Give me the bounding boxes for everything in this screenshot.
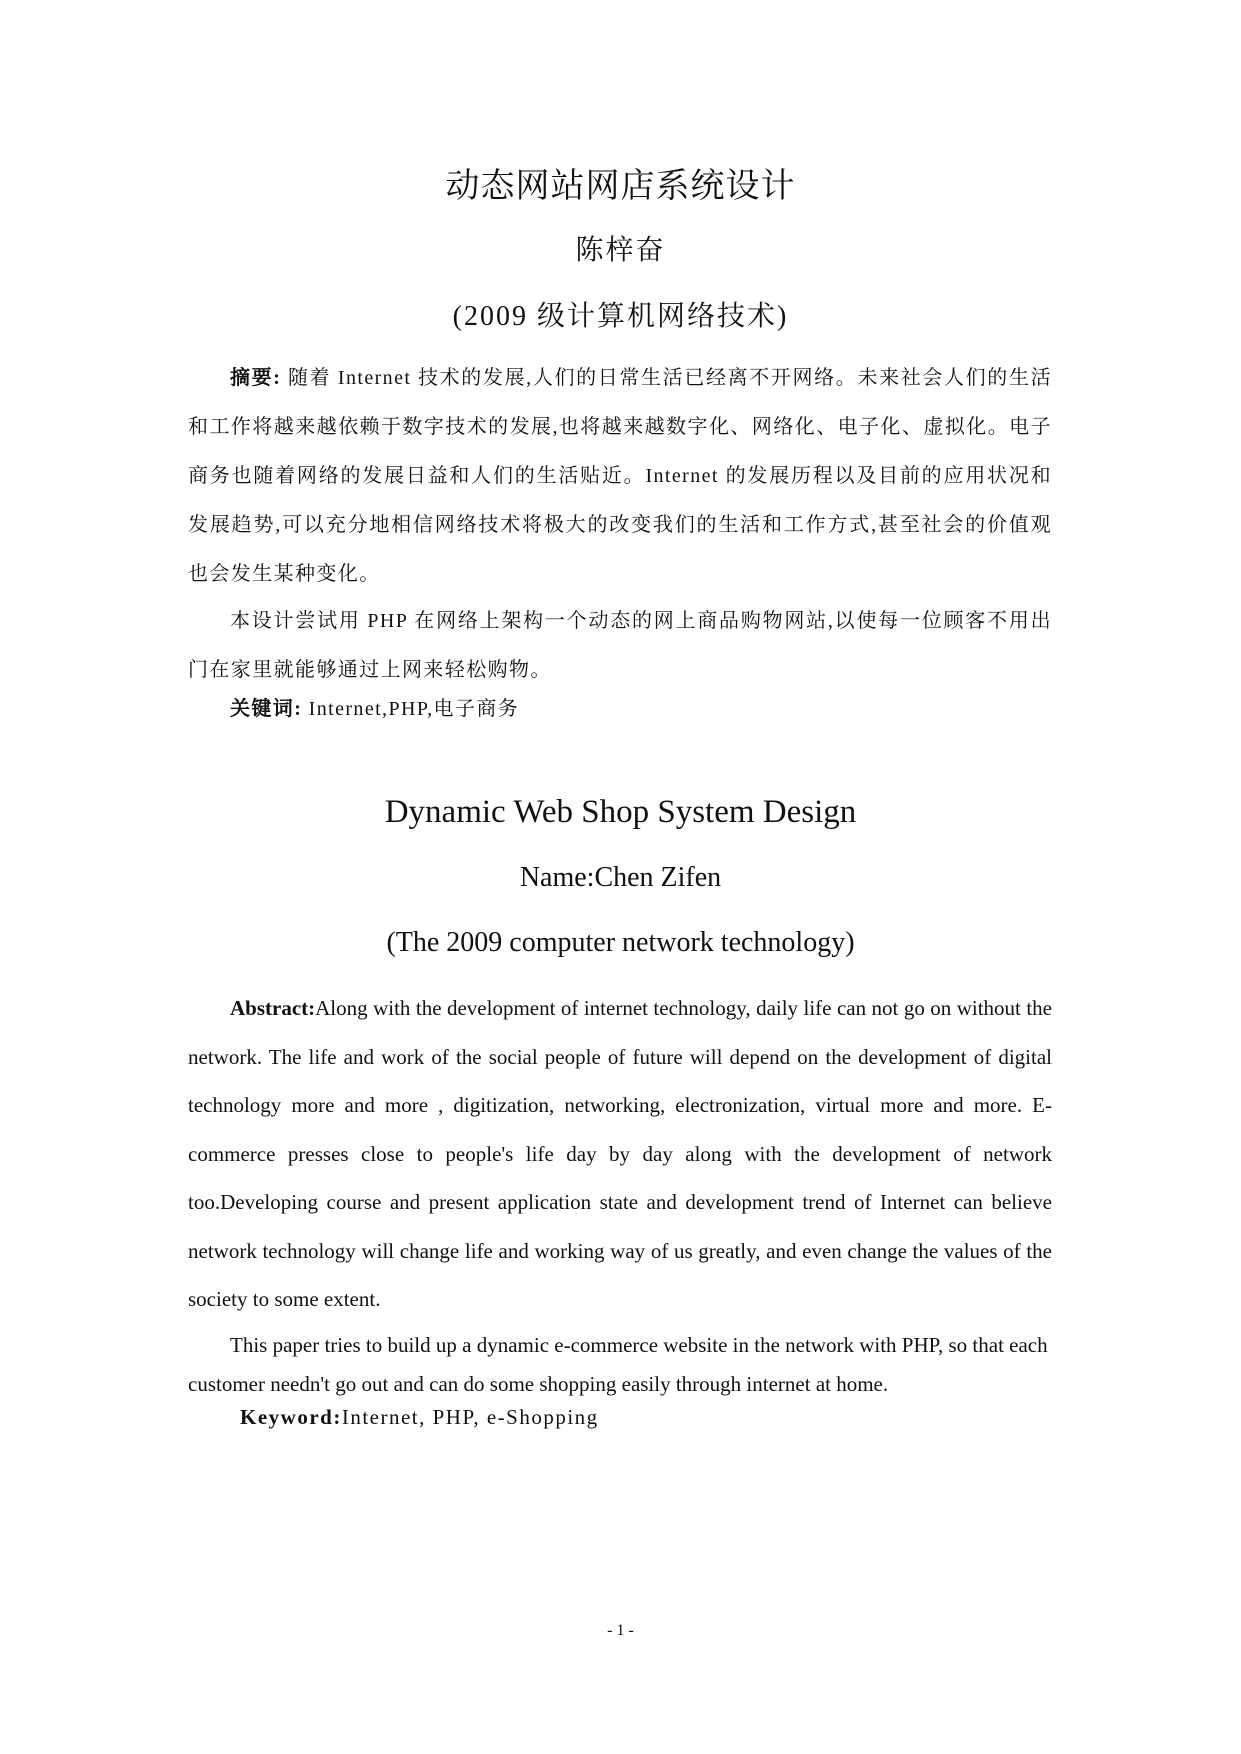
english-abstract-text: Along with the development of internet technology, daily life can not go on without the network. The life and work of the social people of future will depend on the development of digital technology more and more , digitization, networking, electronization, virtual more and more. E-commerce presses close to people's life day by day along with the development of network too.Developing course and present application state and development trend of Internet can believe network technology will change life and working way of us greatly, and even change the values of the society to some extent. bbox=[188, 996, 1052, 1311]
english-title: Dynamic Web Shop System Design bbox=[384, 794, 857, 830]
chinese-author: 陈梓奋 bbox=[575, 235, 666, 266]
chinese-abstract-paragraph bbox=[188, 354, 1052, 599]
chinese-abstract-text: 随着 Internet 技术的发展,人们的日常生活已经离不开网络。未来社会人们的生活和工作将越来越依赖于数字技术的发展,也将越来越数字化、网络化、电子化、虚拟化。电子商务也随着网络的发展日益和人们的生活贴近。Internet 的发展历程以及目前的应用状况和发展趋势,可以充分地相信网络技术将极大的改变我们的生活和工作方式,甚至社会的价值观也会发生某种变化。 bbox=[188, 367, 1052, 585]
english-author: Name:Chen Zifen bbox=[519, 862, 722, 893]
english-keywords-text: Internet, PHP, e-Shopping bbox=[341, 1405, 599, 1429]
chinese-keywords-label: 关键词: bbox=[230, 698, 303, 720]
chinese-keywords-text: Internet,PHP,电子商务 bbox=[302, 698, 520, 720]
page-number: - 1 - bbox=[607, 1622, 634, 1639]
english-class-info: (The 2009 computer network technology) bbox=[386, 927, 855, 958]
english-keywords-label: Keyword: bbox=[240, 1405, 342, 1429]
chinese-class-info: (2009 级计算机网络技术) bbox=[452, 301, 789, 332]
chinese-design-paragraph: 本设计尝试用 PHP 在网络上架构一个动态的网上商品购物网站,以使每一位顾客不用出门在家里就能够通过上网来轻松购物。 bbox=[188, 610, 1052, 681]
english-design-paragraph: This paper tries to build up a dynamic e-commerce website in the network with PHP, so that each customer needn't go out and can do some shopping easily through internet at home. bbox=[188, 1333, 1048, 1396]
chinese-abstract-label: 摘要: bbox=[230, 367, 282, 389]
english-abstract-label: Abstract: bbox=[230, 996, 316, 1020]
english-keywords-line bbox=[240, 1402, 1052, 1432]
chinese-title: 动态网站网店系统设计 bbox=[445, 168, 796, 205]
chinese-keywords-line bbox=[188, 694, 1052, 724]
english-abstract-paragraph bbox=[188, 984, 1052, 1324]
